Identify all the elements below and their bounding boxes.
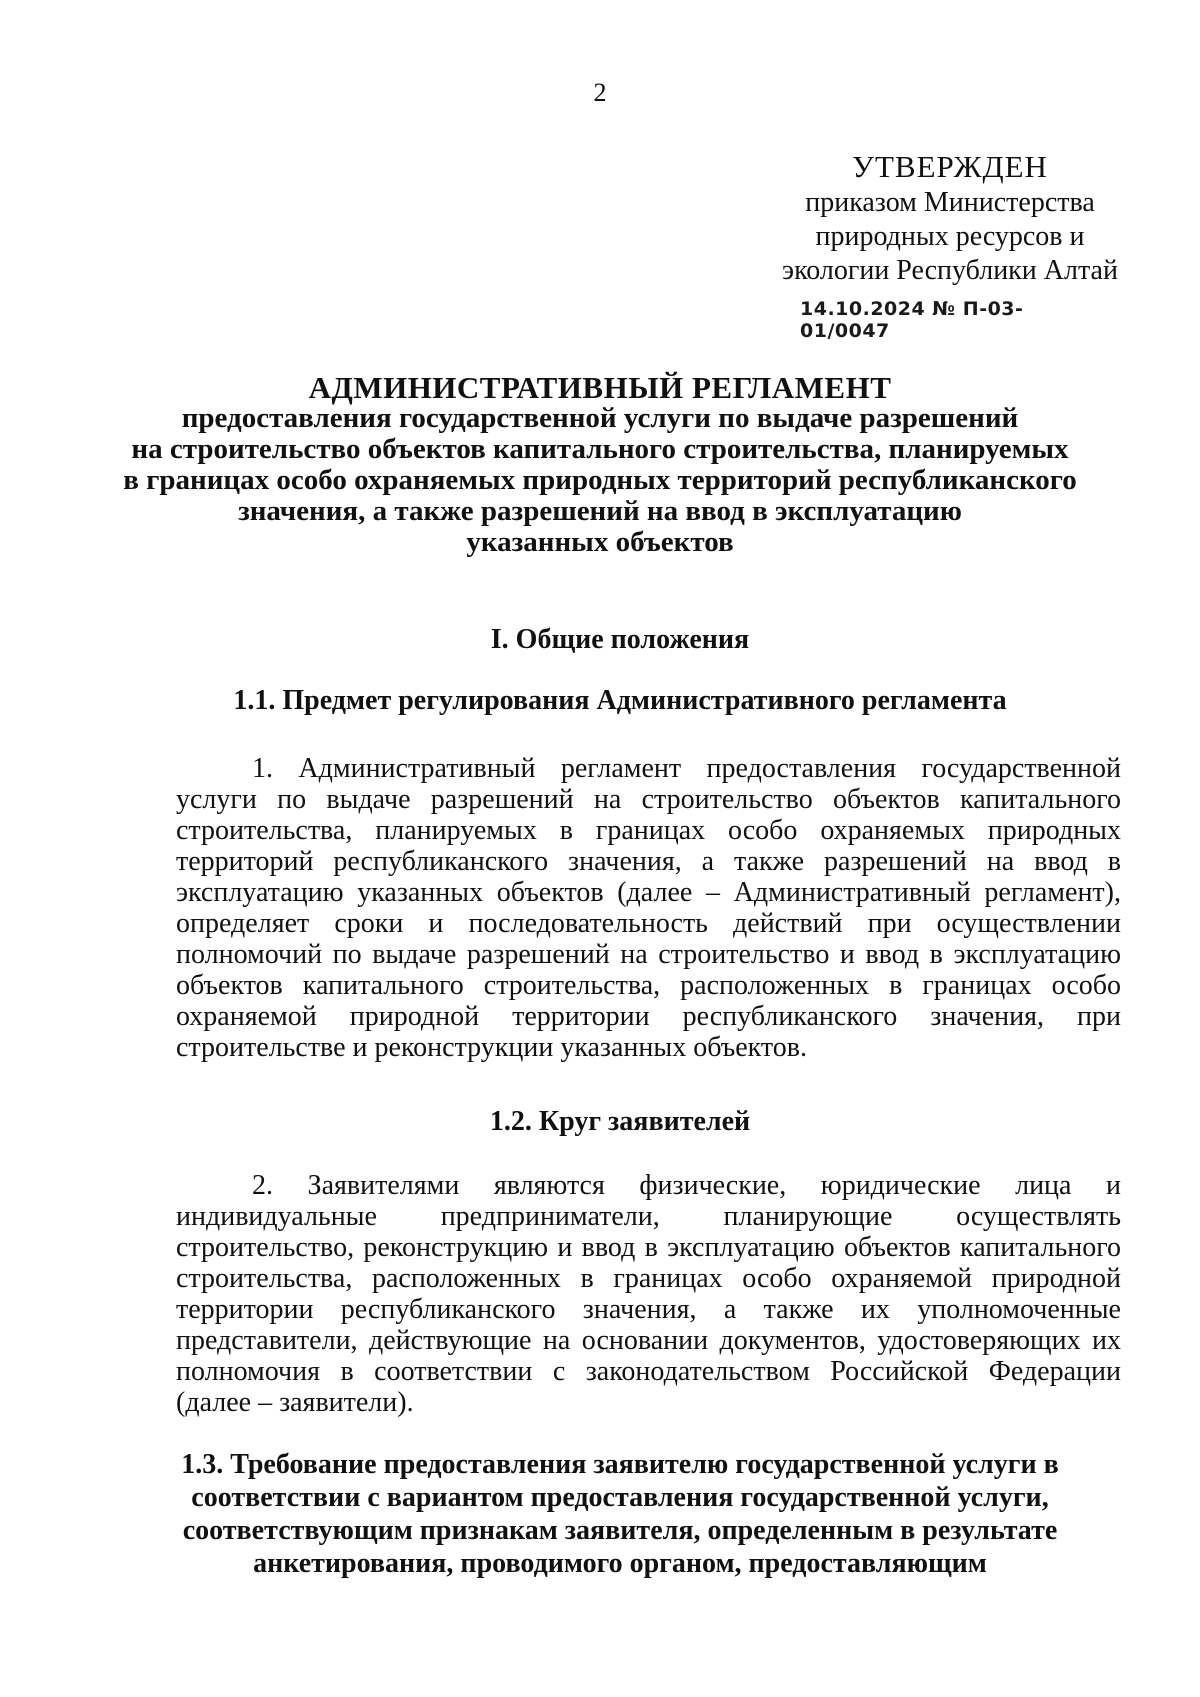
paragraph-line: (далее – заявители).: [176, 1387, 414, 1418]
document-title-line: на строительство объектов капитального строительства, планируемых: [131, 433, 1069, 465]
subsection-heading: 1.2. Круг заявителей: [489, 1106, 751, 1137]
subsection-heading-line: соответствующим признакам заявителя, определенным в результате: [182, 1515, 1058, 1546]
paragraph-line: охраняемой природной территории республиканского значения, при: [176, 1001, 1121, 1032]
approval-line: экологии Республики Алтай: [782, 255, 1118, 286]
paragraph-line: определяет сроки и последовательность действий при осуществлении: [176, 908, 1121, 939]
paragraph-line: услуги по выдаче разрешений на строительство объектов капитального: [176, 784, 1121, 815]
paragraph-line: эксплуатацию указанных объектов (далее – Административный регламент),: [176, 877, 1121, 908]
paragraph-line: 2. Заявителями являются физические, юридические лица и: [252, 1170, 1121, 1201]
page-number: 2: [593, 78, 607, 107]
subsection-heading: 1.1. Предмет регулирования Административного регламента: [233, 685, 1007, 716]
paragraph-line: 1. Административный регламент предоставления государственной: [252, 753, 1121, 784]
approval-stamp: [760, 150, 1140, 288]
document-title-line: в границах особо охраняемых природных территорий республиканского: [123, 464, 1077, 496]
paragraph-line: полномочия в соответствии с законодательством Российской Федерации: [176, 1356, 1121, 1387]
paragraph-line: строительства, планируемых в границах особо охраняемых природных: [176, 815, 1121, 846]
paragraph-line: территории республиканского значения, а также их уполномоченные: [176, 1294, 1121, 1325]
subsection-heading-line: соответствии с вариантом предоставления государственной услуги,: [191, 1482, 1049, 1513]
document-title: [0, 372, 1200, 558]
paragraph-line: территорий республиканского значения, а также разрешений на ввод в: [176, 846, 1121, 877]
subsection-heading: [120, 1448, 1120, 1580]
registration-number: 14.10.2024 № П-03-01/0047: [800, 298, 1024, 342]
subsection-heading-line: анкетирования, проводимого органом, предоставляющим: [253, 1548, 987, 1579]
section-heading: I. Общие положения: [490, 624, 750, 655]
paragraph-line: объектов капитального строительства, расположенных в границах особо: [176, 970, 1121, 1001]
paragraph-line: полномочий по выдаче разрешений на строительство и ввод в эксплуатацию: [176, 939, 1121, 970]
approval-line: приказом Министерства: [805, 187, 1095, 218]
document-title-line: указанных объектов: [466, 526, 734, 558]
paragraph-2: [176, 1170, 1121, 1418]
subsection-heading-line: 1.3. Требование предоставления заявителю государственной услуги в: [181, 1449, 1059, 1480]
approval-line: природных ресурсов и: [815, 221, 1085, 252]
document-title-line: предоставления государственной услуги по выдаче разрешений: [181, 402, 1019, 434]
paragraph-line: строительство, реконструкцию и ввод в эксплуатацию объектов капитального: [176, 1232, 1121, 1263]
paragraph-line: строительства, расположенных в границах особо охраняемой природной: [176, 1263, 1121, 1294]
document-title-main: АДМИНИСТРАТИВНЫЙ РЕГЛАМЕНТ: [308, 370, 892, 405]
paragraph-line: представители, действующие на основании документов, удостоверяющих их: [176, 1325, 1121, 1356]
document-title-line: значения, а также разрешений на ввод в эксплуатацию: [238, 495, 962, 527]
paragraph-line: индивидуальные предприниматели, планирующие осуществлять: [176, 1201, 1121, 1232]
paragraph-line: строительстве и реконструкции указанных объектов.: [176, 1032, 807, 1063]
approval-title: УТВЕРЖДЕН: [852, 149, 1048, 184]
paragraph-1: [176, 753, 1121, 1063]
